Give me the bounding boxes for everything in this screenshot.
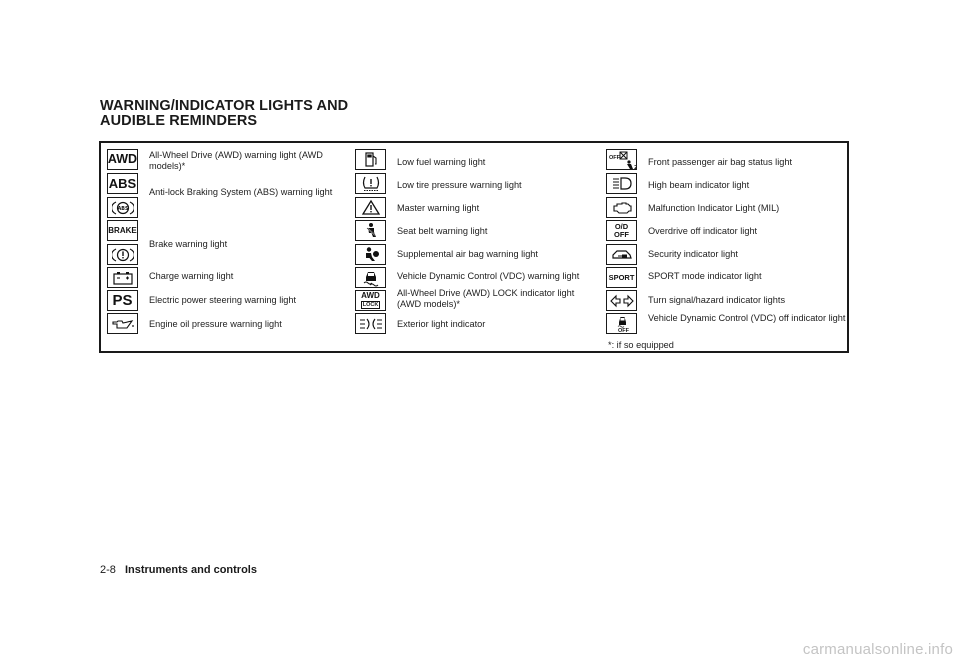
section-heading: WARNING/INDICATOR LIGHTS AND AUDIBLE REMINDERS: [100, 98, 349, 129]
vdc-icon: [355, 267, 386, 288]
abs-icon: ABS: [107, 173, 138, 194]
security-label: Security indicator light: [648, 249, 738, 259]
watermark: carmanualsonline.info: [802, 641, 953, 658]
vdc-warning-label: Vehicle Dynamic Control (VDC) warning light: [397, 271, 580, 281]
od-off-icon: O/D OFF: [606, 220, 637, 241]
awd-lock-label: All-Wheel Drive (AWD) LOCK indicator light (AWD models)*: [397, 288, 575, 309]
footnote: *: if so equipped: [608, 340, 674, 350]
abs-circle-icon: [107, 197, 138, 218]
turn-signal-label: Turn signal/hazard indicator lights: [648, 295, 786, 305]
sport-mode-label: SPORT mode indicator light: [648, 271, 762, 281]
high-beam-label: High beam indicator light: [648, 180, 750, 190]
charge-warning-label: Charge warning light: [149, 271, 234, 281]
master-warning-icon: [355, 197, 386, 218]
security-car-icon: [606, 244, 637, 265]
section-name: Instruments and controls: [124, 564, 257, 576]
indicator-table: [99, 141, 849, 353]
low-fuel-label: Low fuel warning light: [397, 157, 486, 167]
oil-can-icon: [107, 313, 138, 334]
passenger-airbag-off-icon: OFF 2: [606, 149, 637, 170]
eps-warning-label: Electric power steering warning light: [149, 295, 297, 305]
exterior-light-label: Exterior light indicator: [397, 319, 486, 329]
sport-icon: SPORT: [606, 267, 637, 288]
svg-text:2: 2: [634, 165, 638, 171]
seat-belt-label: Seat belt warning light: [397, 226, 488, 236]
exterior-light-icon: [355, 313, 386, 334]
seat-belt-icon: [355, 220, 386, 241]
passenger-airbag-label: Front passenger air bag status light: [648, 157, 793, 167]
awd-warning-label: All-Wheel Drive (AWD) warning light (AWD models)*: [149, 150, 323, 171]
low-tire-label: Low tire pressure warning light: [397, 180, 522, 190]
turn-signal-icon: [606, 290, 637, 311]
brake-warning-label: Brake warning light: [149, 239, 228, 249]
vdc-off-label: Vehicle Dynamic Control (VDC) off indicator light: [648, 313, 846, 323]
overdrive-off-label: Overdrive off indicator light: [648, 226, 758, 236]
brake-circle-icon: [107, 244, 138, 265]
page-number: 2-8: [100, 564, 116, 576]
oil-pressure-label: Engine oil pressure warning light: [149, 319, 282, 329]
page-footer: [100, 564, 257, 576]
ps-icon: PS: [107, 290, 138, 311]
vdc-off-icon: OFF: [606, 313, 637, 334]
master-warning-label: Master warning light: [397, 203, 480, 213]
airbag-icon: [355, 244, 386, 265]
brake-text-icon: BRAKE: [107, 220, 138, 241]
engine-mil-icon: [606, 197, 637, 218]
abs-warning-label: Anti-lock Braking System (ABS) warning light: [149, 187, 333, 197]
fuel-pump-icon: [355, 149, 386, 170]
battery-icon: [107, 267, 138, 288]
airbag-warning-label: Supplemental air bag warning light: [397, 249, 538, 259]
awd-lock-icon: AWD LOCK: [355, 290, 386, 311]
high-beam-icon: [606, 173, 637, 194]
svg-text:ABS: ABS: [117, 206, 128, 212]
awd-icon: AWD: [107, 149, 138, 170]
tire-pressure-icon: [355, 173, 386, 194]
mil-label: Malfunction Indicator Light (MIL): [648, 203, 780, 213]
